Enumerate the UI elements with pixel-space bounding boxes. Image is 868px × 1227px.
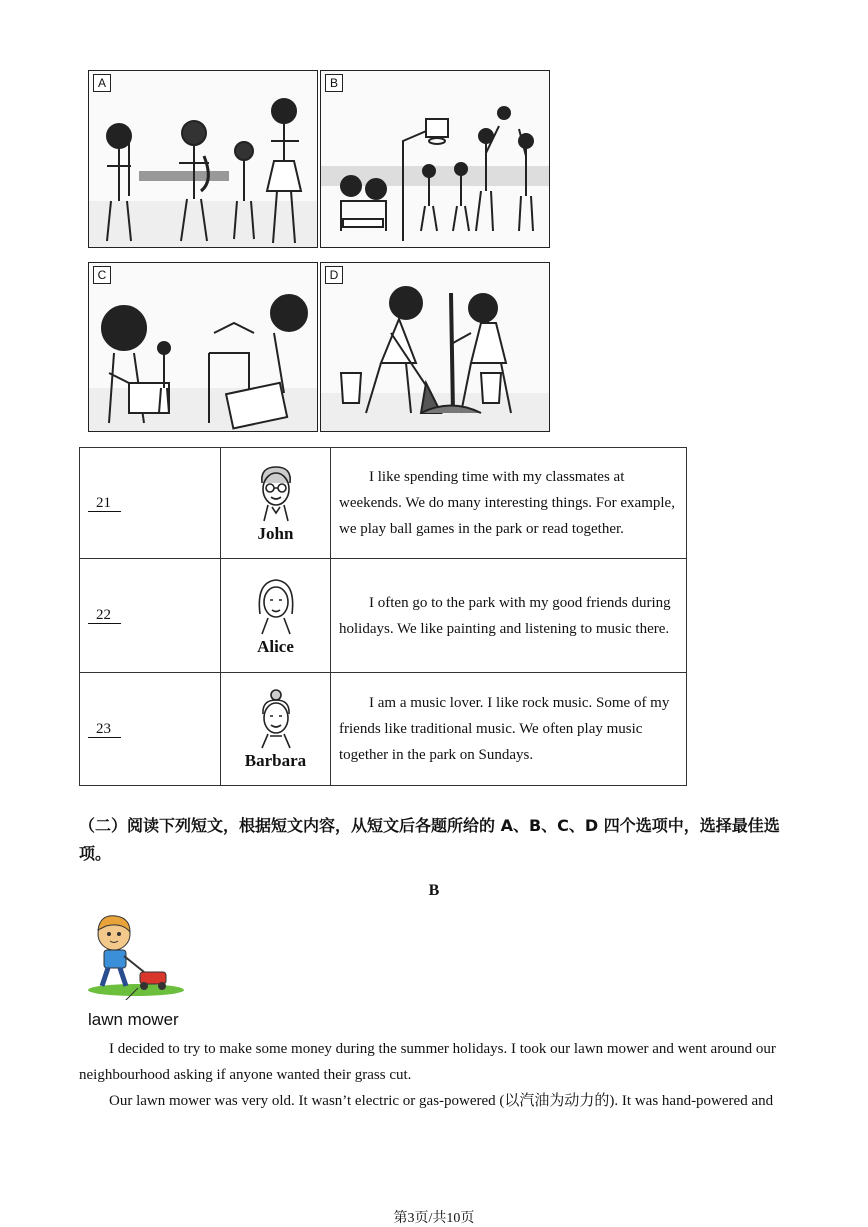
picture-d (320, 262, 550, 432)
passage-paragraph: I decided to try to make some money during the summer holidays. I took our lawn mower and went around our neighbourhood asking if anyone wanted their grass cut. (79, 1041, 776, 1083)
person-name: John (257, 523, 294, 543)
person-cell (221, 448, 331, 559)
basketball-illustration (321, 71, 549, 247)
picture-label: A (93, 74, 111, 92)
picture-c (88, 262, 318, 432)
girl-portrait-icon (254, 574, 298, 636)
answer-blank-cell[interactable] (80, 448, 221, 559)
person-cell (221, 673, 331, 786)
tree-planting-illustration (321, 263, 549, 431)
passage-label: B (428, 882, 440, 899)
answer-blank[interactable]: 22 (88, 607, 121, 624)
statement-text: I am a music lover. I like rock music. Some of my friends like traditional music. We often play music together in the park on Sundays. (339, 695, 670, 763)
table-row (80, 673, 687, 786)
picture-b (320, 70, 550, 248)
musicians-illustration (89, 71, 317, 247)
statement-cell (331, 673, 687, 786)
answer-blank-cell[interactable] (80, 559, 221, 673)
boy-with-lawn-mower-icon (86, 910, 186, 1000)
statement-text: I often go to the park with my good friends during holidays. We like painting and listening to music there. (339, 594, 671, 637)
person-cell (221, 559, 331, 673)
answer-blank[interactable]: 23 (88, 721, 121, 738)
table-row (80, 559, 687, 673)
page-number: 第3页/共10页 (393, 1211, 475, 1226)
answer-blank-cell[interactable] (80, 673, 221, 786)
woman-with-bun-icon (254, 688, 298, 750)
statement-cell (331, 448, 687, 559)
statement-text: I like spending time with my classmates at weekends. We do many interesting things. For example, we play ball games in the park or read together. (339, 469, 675, 537)
boy-with-glasses-icon (254, 463, 298, 523)
passage-paragraph: Our lawn mower was very old. It wasn’t electric or gas-powered (以汽油为动力的). It was hand-powered and (109, 1093, 774, 1109)
passage-body (79, 1036, 794, 1114)
image-caption: lawn mower (88, 1010, 179, 1029)
table-row (80, 448, 687, 559)
answer-blank[interactable]: 21 (88, 495, 121, 512)
person-name: Alice (257, 637, 294, 656)
picture-label: D (325, 266, 343, 284)
statement-cell (331, 559, 687, 673)
person-name: Barbara (244, 750, 307, 770)
section-instruction: （二）阅读下列短文，根据短文内容，从短文后各题所给的 A、B、C、D 四个选项中，选择最佳选项。 (79, 816, 780, 863)
picture-label: B (325, 74, 343, 92)
matching-table (79, 447, 687, 786)
painting-illustration (89, 263, 317, 431)
picture-label: C (93, 266, 111, 284)
picture-a (88, 70, 318, 248)
